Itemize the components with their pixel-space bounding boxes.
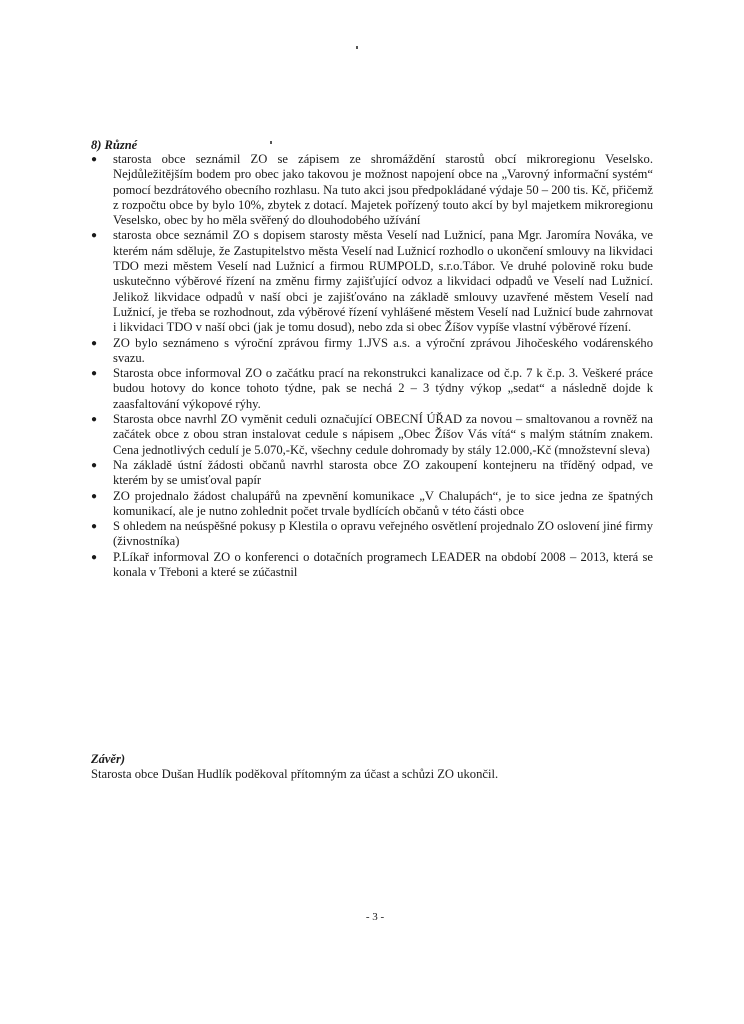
list-item [91,228,653,335]
section-heading: 8) Různé [91,138,138,152]
bullet-icon: ● [91,459,98,471]
bullet-icon: ● [91,337,98,349]
page-number: - 3 - [365,911,385,923]
list-item [91,458,653,489]
list-item [91,152,653,228]
list-item-text: Na základě ústní žádosti občanů navrhl starosta obce ZO zakoupení kontejneru na tříděný odpad, ve kterém by se umisťoval papír [113,457,653,488]
bullet-icon: ● [91,154,98,165]
list-item-text: ZO bylo seznámeno s výroční zprávou firmy 1.JVS a.s. a výroční zprávou Jihočeského vodárenského svazu. [113,335,653,365]
scan-speck [270,141,272,144]
list-item-text: starosta obce seznámil ZO s dopisem starosty města Veselí nad Lužnicí, pana Mgr. Jaromíra Nováka, ve kterém nám sděluje, že Zastupitelstvo města Veselí nad Lužnicí rozhodlo o ukončení smlouvy na likvidaci TDO mezi městem Veselí nad Lužnicí a firmou RUMPOLD, s.r.o.Tábor. Ve druhé polovině roku bude uskutečnno výběrové řízení na změnu firmy zajišťující odvoz a likvidaci odpadů ve Veselí nad Lužnicí. Jelikož likvidace odpadů v naší obci je zajišťováno na základě smlouvy uzavřené městem Veselí nad Lužnicí, je třeba se rozhodnout, zda výběrové řízení vyhlášené městem Veselí nad Lužnicí bude zahrnovat i likvidaci TDO v naší obci (jak je tomu dosud), nebo zda si obec Žíšov vypíše vlastní výběrové řízení. [113,228,653,335]
bullet-icon: ● [91,230,98,242]
list-item [91,519,653,550]
list-item-text: Starosta obce navrhl ZO vyměnit ceduli označující OBECNÍ ÚŘAD za novou – smaltovanou a rovněž na začátek obce z obou stran instalovat cedule s nápisem „Obec Žíšov Vás vítá“ s malým státním znakem. Cena jednotlivých cedulí je 5.070,-Kč, všechny cedule dohromady by stály 12.000,-Kč (množstevní sleva) [113,412,653,457]
list-item-text: Starosta obce informoval ZO o začátku prací na rekonstrukci kanalizace od č.p. 7 k č.p. 3. Veškeré práce budou hotovy do konce tohoto týdne, pak se nechá 2 – 3 týdny výkop „sedat“ a následně dojde k zaasfaltování výkopové rýhy. [113,366,653,411]
closing-paragraph: Starosta obce Dušan Hudlík poděkoval přítomným za účast a schůzi ZO ukončil. [91,767,499,781]
bullet-icon: ● [91,368,98,380]
list-item [91,366,653,412]
scan-speck [356,46,358,49]
list-item [91,336,653,367]
list-item [91,550,653,581]
section-item-list [91,152,653,580]
list-item [91,489,653,520]
list-item-text: P.Líkař informoval ZO o konferenci o dotačních programech LEADER na období 2008 – 2013, která se konala v Třeboni a které se zúčastnil [113,549,653,580]
list-item-text: ZO projednalo žádost chalupářů na zpevnění komunikace „V Chalupách“, je to sice jedna ze špatných komunikací, ale je nutno zohlednit počet trvale bydlících občanů v této části obce [113,488,653,518]
list-item [91,412,653,458]
bullet-icon: ● [91,414,98,426]
list-item-text: S ohledem na neúspěšné pokusy p Klestila o opravu veřejného osvětlení projednalo ZO oslovení jiné firmy (živnostníka) [113,519,653,549]
bullet-icon: ● [91,551,98,563]
list-item-text: starosta obce seznámil ZO se zápisem ze shromáždění starostů obcí mikroregionu Veselsko. Nejdůležitějším bodem pro obec jako takovou je možnost napojení obce na „Varovný informační systém“ pomocí bezdrátového obecního rozhlasu. Na tuto akci jsou předpokládané výdaje 50 – 200 tis. Kč, přičemž z rozpočtu obce by bylo 10%, zbytek z dotací. Majetek pořízený touto akcí by byl majetkem mikroregionu Veselsko, obec by ho měla svěřený do dlouhodobého užívání [113,152,653,228]
closing-heading: Závěr) [91,752,126,766]
bullet-icon: ● [91,521,98,533]
bullet-icon: ● [91,490,98,502]
